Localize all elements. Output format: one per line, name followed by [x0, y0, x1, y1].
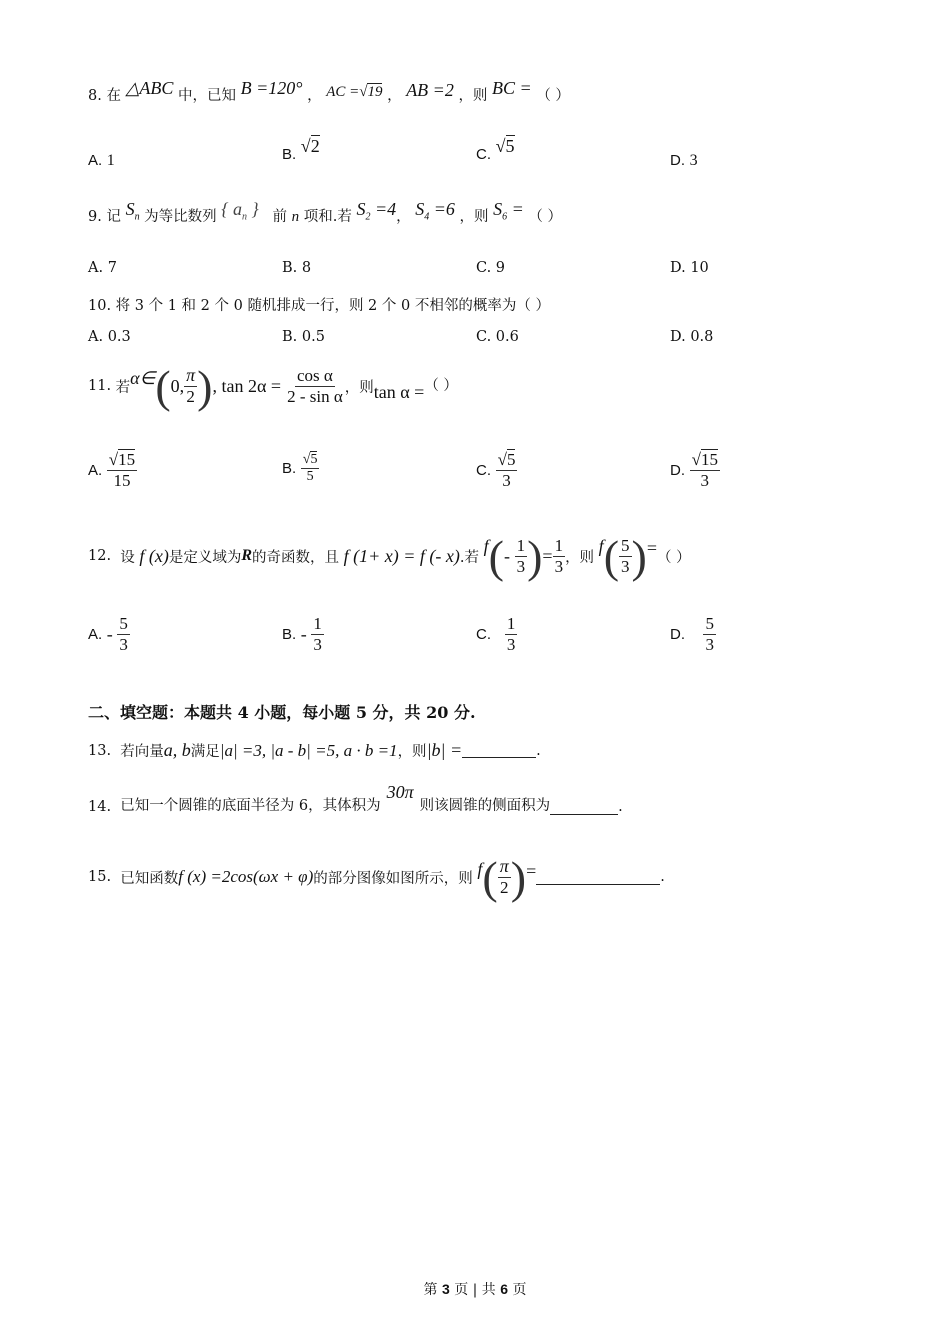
q14-volume: 30π: [386, 782, 414, 802]
q14-number: 14.: [88, 799, 112, 815]
q12-neg: -: [503, 545, 510, 566]
q9-sn: $S_n$: [125, 199, 140, 223]
q13-text-1: 若向量: [120, 744, 164, 760]
q13-period: .: [536, 742, 541, 759]
q15-number: 15.: [88, 869, 112, 885]
q13-text-3: ，则: [397, 744, 427, 760]
q8-bc: BC =: [492, 78, 532, 98]
q8-text-2: 中，已知: [178, 88, 237, 104]
q11-option-b: B. $\frac{√5}{5}$: [282, 452, 318, 485]
q15-function: f (x) =2cos(ωx + φ): [178, 867, 314, 886]
q9-text-1: 记: [106, 209, 121, 225]
q14-text-2: 则该圆锥的侧面积为: [419, 798, 551, 814]
q9-text-5: ，则: [459, 209, 489, 225]
q12-text-1: 设: [120, 549, 135, 566]
footer-post: 页: [512, 1282, 527, 1298]
q15-text-2: 的部分图像如图所示，则: [313, 870, 473, 887]
q11-text-1: 若: [115, 379, 131, 396]
q11-option-d: D. $\frac{√15}{3}$: [670, 450, 718, 490]
q12-number: 12.: [88, 548, 112, 564]
q9-text-2: 为等比数列: [144, 209, 217, 225]
q12-one-third-result: $\frac{1}{3}$: [554, 535, 564, 576]
q9-option-a: A. 7: [88, 260, 117, 276]
q10-option-c: C. 0.6: [476, 329, 519, 345]
q8-text-3: ，则: [458, 88, 488, 104]
q12-rparen-1: ): [527, 530, 543, 582]
q15-rparen: ): [510, 851, 527, 903]
q12-text-3: 的奇函数，且: [252, 549, 340, 566]
q11-rparen: ): [197, 360, 213, 412]
q15-text-1: 已知函数: [120, 870, 179, 887]
q9-s2: $S_2 =4$: [356, 199, 397, 223]
q14-period: .: [618, 799, 623, 815]
q9-an: { $a_n$ }: [221, 199, 259, 223]
q14-text-1: 已知一个圆锥的底面半径为 6，其体积为: [120, 798, 381, 814]
q8-number: 8.: [88, 88, 102, 104]
question-9: 9. 记 $S_n$ 为等比数列 { $a_n$ } 前 n 项和.若 $S_2 =4$， $S_4 =6$ ，则 $S_6$ = （ ）: [88, 199, 562, 225]
q9-option-b: B. 8: [282, 260, 312, 276]
question-8: 8. 在 △ABC 中，已知 B =120° ， AC =√19 ， AB =2 ，则 BC = （ ）: [88, 78, 570, 104]
q12-one-third: $\frac{1}{3}$: [516, 535, 526, 576]
q8-option-a: A. 1: [88, 152, 115, 169]
q12-answer-paren: （ ）: [657, 549, 691, 566]
page-footer: [0, 1279, 950, 1299]
q11-alpha-in: α∈: [130, 367, 156, 388]
q8-option-d: D. 3: [670, 152, 698, 169]
question-14: [88, 782, 623, 815]
footer-page-number: 3: [441, 1281, 450, 1297]
q15-f: f: [477, 858, 483, 879]
q8-ab: AB =2: [406, 80, 454, 100]
q10-option-a: A. 0.3: [88, 329, 131, 345]
q12-text-4: .若: [459, 549, 480, 566]
q9-text-3: 前: [272, 209, 288, 225]
q12-rparen-2: ): [631, 530, 647, 582]
q11-option-a: A. $\frac{√15}{15}$: [88, 450, 136, 490]
q11-interval-left: 0,: [170, 375, 185, 396]
question-12: [88, 528, 691, 584]
q12-R: R: [241, 547, 253, 564]
q11-pi-over-2: $\frac{\pi}{2}$: [186, 365, 196, 407]
q14-answer-blank[interactable]: [550, 800, 618, 815]
q9-option-c: C. 9: [476, 260, 506, 276]
q11-lparen: (: [155, 360, 171, 412]
q13-ab: a, b: [163, 740, 191, 760]
q12-fx: f (x): [139, 545, 169, 566]
q12-lparen-1: (: [488, 530, 504, 582]
q12-eq3: =: [646, 537, 657, 558]
q11-tana: tan α =: [373, 381, 425, 402]
q11-cos-fraction: $\frac{\text{cos α}}{\text{2 - sin α}}$: [287, 365, 343, 406]
q11-number: 11.: [88, 378, 112, 394]
section-2-heading: 二、填空题：本题共 4 小题，每小题 5 分，共 20 分.: [88, 703, 476, 722]
q12-eq2: =: [542, 545, 553, 566]
q9-answer-paren: （ ）: [528, 209, 562, 225]
question-10: 10. 将 3 个 1 和 2 个 0 随机排成一行，则 2 个 0 不相邻的概率为（ ）: [88, 298, 550, 314]
q13-b-norm: |b| =: [426, 740, 463, 760]
q15-lparen: (: [482, 851, 498, 903]
q15-answer-blank[interactable]: [536, 870, 660, 885]
q11-tan2a: , tan 2α =: [212, 375, 282, 396]
question-15: [88, 852, 665, 902]
q11-answer-paren: （ ）: [424, 377, 458, 394]
q9-number: 9.: [88, 209, 102, 225]
q15-period: .: [660, 869, 665, 885]
q13-answer-blank[interactable]: [462, 743, 536, 758]
q9-text-4: 项和.若: [303, 209, 352, 225]
q13-number: 13.: [88, 742, 112, 759]
q8-text-1: 在: [106, 88, 121, 104]
q8-option-c: C. √5: [476, 136, 515, 163]
q9-n: n: [291, 209, 300, 225]
q10-option-d: D. 0.8: [670, 329, 714, 345]
q11-text-2: ，则: [344, 379, 374, 396]
q15-eq: =: [526, 860, 537, 881]
q8-answer-paren: （ ）: [536, 88, 570, 104]
q8-option-b: B. √2: [282, 136, 320, 163]
q11-option-c: C. $\frac{√5}{3}$: [476, 450, 516, 490]
q8-ac: AC =√19: [326, 84, 383, 100]
q12-text-2: 是定义域为: [168, 549, 242, 566]
q12-option-c: C. $\frac{1}{3}$: [476, 614, 516, 654]
q12-option-d: D. $\frac{5}{3}$: [670, 614, 714, 654]
q12-f2: f: [598, 535, 604, 556]
q9-s6: $S_6$ =: [493, 199, 524, 223]
q12-five-thirds: $\frac{5}{3}$: [621, 535, 630, 576]
q9-s4: $S_4 =6$: [415, 199, 455, 223]
q15-pi-over-2: $\frac{\pi}{2}$: [499, 856, 509, 898]
q12-option-b: B. - $\frac{1}{3}$: [282, 614, 322, 654]
q12-option-a: A. - $\frac{5}{3}$: [88, 614, 128, 654]
footer-mid: 页 | 共: [454, 1282, 496, 1298]
q12-f1: f: [483, 535, 489, 556]
footer-pre: 第: [423, 1282, 438, 1298]
q12-equation: f (1+ x) = f (- x): [343, 545, 460, 566]
q13-condition: |a| =3, |a - b| =5, a · b =1: [219, 740, 398, 760]
footer-total-pages: 6: [500, 1281, 509, 1297]
q12-lparen-2: (: [603, 530, 620, 582]
q8-angle: B =120°: [240, 78, 303, 98]
question-11: [88, 360, 458, 412]
q12-text-5: ，则: [565, 549, 595, 566]
q10-option-b: B. 0.5: [282, 329, 325, 345]
q8-triangle: △ABC: [125, 78, 174, 98]
question-13: [88, 740, 541, 761]
q13-text-2: 满足: [190, 744, 220, 760]
q9-option-d: D. 10: [670, 260, 709, 276]
